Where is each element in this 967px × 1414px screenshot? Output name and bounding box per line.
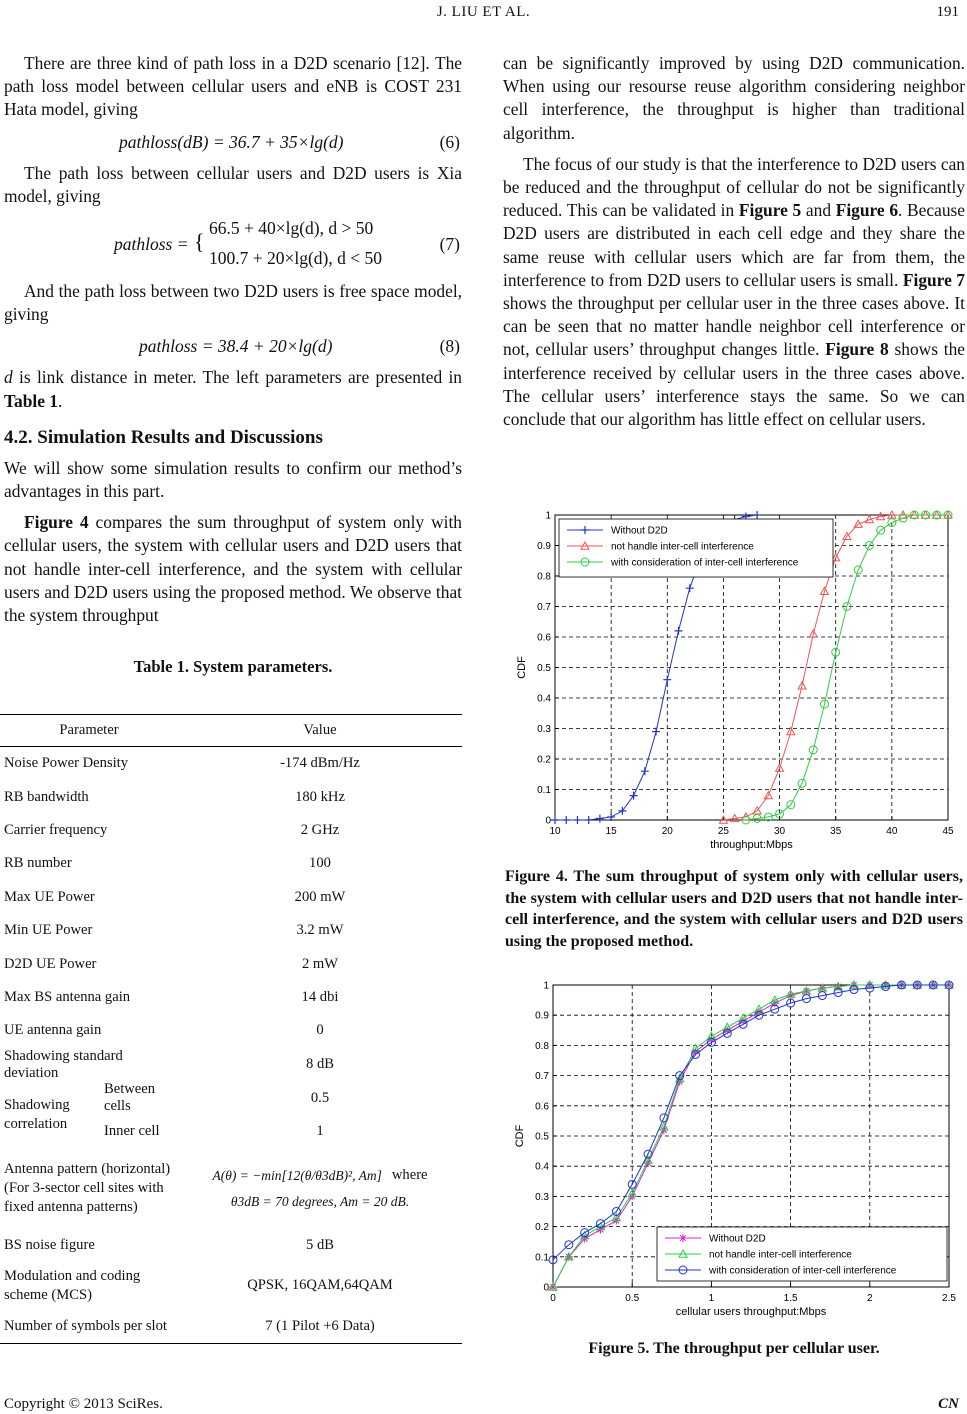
y-tick-label: 0.3	[535, 1191, 549, 1203]
x-tick-label: 15	[605, 826, 617, 837]
shadowing-inner-cell: Inner cell	[104, 1123, 160, 1140]
left-column	[4, 52, 462, 689]
x-tick-label: 10	[549, 826, 561, 837]
x-tick-label: 1	[708, 1293, 715, 1304]
table-row	[0, 1149, 462, 1229]
figure-6-link[interactable]: Figure 6	[835, 200, 899, 221]
table-cell-value: 200 mW	[294, 888, 346, 905]
table-cell-value: 7 (1 Pilot +6 Data)	[178, 1310, 462, 1344]
equation-6-number: (6)	[439, 131, 460, 152]
paragraph-figure-4	[4, 511, 462, 627]
y-tick-label: 0.1	[537, 785, 551, 796]
figure-7-link[interactable]: Figure 7	[902, 269, 965, 290]
paragraph-interference-focus	[503, 153, 965, 431]
y-tick-label: 0	[545, 815, 551, 827]
paragraph-path-loss-intro: There are three kind of path loss in a D2D scenario [12]. The path loss model between cellular users and eNB is COST 231 Hata model, giving	[4, 53, 462, 120]
y-tick-label: 0.9	[537, 541, 551, 552]
table-row	[0, 1229, 462, 1262]
table-row	[0, 780, 462, 813]
table-1-link[interactable]: Table 1	[4, 390, 58, 411]
paragraph-link-distance-text: is link distance in meter. The left parameters are presented in	[12, 367, 462, 388]
x-tick-label: 20	[661, 826, 673, 837]
x-axis-label: cellular users throughput:Mbps	[675, 1306, 827, 1318]
y-tick-label: 0	[543, 1282, 549, 1294]
table-row	[0, 914, 462, 947]
legend	[657, 1227, 947, 1281]
table-cell-value: 100	[309, 855, 331, 872]
y-tick-label: 0.5	[537, 663, 551, 674]
table-cell-value: -174 dBm/Hz	[280, 755, 360, 772]
equation-7-case-1: 66.5 + 40×lg(d), d > 50	[209, 218, 374, 239]
right-column	[503, 52, 965, 439]
y-tick-label: 1	[543, 980, 549, 992]
y-tick-label: 0.2	[535, 1222, 549, 1234]
antenna-formula: A(θ) = −min[12(θ/θ3dB)², Am]	[212, 1167, 382, 1183]
antenna-pattern-label: Antenna pattern (horizontal) (For 3-sector cell sites with fixed antenna patterns)	[4, 1161, 171, 1216]
y-tick-label: 0.3	[537, 724, 551, 735]
paragraph-xia-model: The path loss between cellular users and D2D users is Xia model, giving	[4, 162, 462, 206]
table-cell-parameter: UE antenna gain	[4, 1022, 102, 1039]
variable-d: d	[4, 367, 13, 388]
text-segment: . Because D2D users are distributed in each cell edge and they share the same reuse with cellular users which are far from them, the interference to from D2D users to cellular users is small.	[503, 200, 965, 290]
table-cell-parameter: Noise Power Density	[4, 755, 129, 772]
x-tick-label: 25	[717, 826, 729, 837]
table-row	[0, 947, 462, 980]
table-cell-value: 8 dB	[306, 1056, 334, 1073]
y-axis-label: CDF	[514, 1124, 526, 1148]
x-tick-label: 40	[886, 826, 898, 837]
text-segment: shows the interference received by cellular users in the three cases above. The cellular users’ interference stays the same. So we can conclude that our algorithm has little effect on cellular users.	[503, 339, 965, 430]
copyright: Copyright © 2013 SciRes.	[4, 1396, 163, 1412]
equation-8-number: (8)	[439, 336, 460, 357]
figure-5-chart	[503, 965, 965, 1325]
mcs-value: QPSK, 16QAM,64QAM	[247, 1277, 393, 1294]
table-cell-parameter: Max BS antenna gain	[4, 988, 131, 1005]
table-cell-value: 2 mW	[301, 955, 339, 972]
y-tick-label: 0.7	[535, 1071, 549, 1083]
x-tick-label: 30	[774, 826, 786, 837]
legend-label: not handle inter-cell interference	[709, 1249, 852, 1261]
antenna-where: where	[391, 1167, 428, 1184]
table-cell-value: 14 dbi	[301, 988, 339, 1005]
x-axis-label: throughput:Mbps	[710, 839, 793, 851]
table-caption: Table 1. System parameters.	[133, 657, 333, 677]
legend-label: with consideration of inter-cell interference	[709, 1265, 897, 1277]
legend	[559, 519, 833, 577]
table-cell-parameter: RB bandwidth	[4, 788, 89, 805]
table-cell-value	[178, 1082, 462, 1149]
paragraph-results-intro: We will show some simulation results to confirm our method’s advantages in this part.	[4, 457, 462, 502]
section-title: 4.2. Simulation Results and Discussions	[4, 426, 323, 448]
table-cell-parameter: RB number	[4, 855, 72, 872]
y-tick-label: 1	[545, 510, 551, 522]
table-cell-value: 2 GHz	[300, 821, 340, 838]
table-row	[0, 1014, 462, 1047]
x-tick-label: 0.5	[625, 1293, 640, 1304]
table-body	[0, 747, 462, 1344]
equation-7-brace: {	[194, 229, 205, 255]
figure-4-chart	[503, 500, 965, 860]
paragraph-figure-4-text: compares the sum throughput of system only with cellular users, the system with cellular users and D2D users that not handle inter-cell interference, and the system with cellular users and D2D users using the proposed method. We observe that the system throughput	[4, 512, 462, 626]
table-cell-parameter: Min UE Power	[4, 922, 93, 939]
table-cell-value: 180 kHz	[295, 788, 345, 805]
figure-8-link[interactable]: Figure 8	[825, 339, 889, 360]
equation-7	[4, 216, 462, 280]
table-header-row	[0, 715, 462, 747]
table-cell-parameter	[0, 1082, 178, 1149]
equation-6	[4, 130, 462, 162]
period: .	[57, 390, 63, 411]
mcs-label: Modulation and coding scheme (MCS)	[4, 1267, 141, 1303]
paragraph-free-space: And the path loss between two D2D users is free space model, giving	[4, 281, 462, 325]
text-segment: and	[801, 200, 836, 221]
table-header-value: Value	[178, 715, 462, 747]
x-tick-label: 35	[830, 826, 842, 837]
table-row	[0, 1310, 462, 1344]
table-cell-value: 0	[316, 1022, 324, 1039]
y-tick-label: 0.8	[537, 571, 551, 583]
shadowing-correlation-label: Shadowing correlation	[4, 1097, 70, 1133]
y-tick-label: 0.4	[535, 1161, 549, 1173]
equation-7-case-2: 100.7 + 20×lg(d), d < 50	[209, 248, 383, 269]
equation-7-lhs: pathloss =	[114, 234, 189, 255]
table-cell-parameter: BS noise figure	[4, 1236, 95, 1253]
y-tick-label: 0.7	[537, 602, 551, 613]
x-tick-label: 2	[867, 1293, 873, 1304]
equation-6-body: pathloss(dB) = 36.7 + 35×lg(d)	[119, 131, 344, 152]
x-tick-label: 2.5	[942, 1293, 956, 1304]
x-tick-label: 0	[550, 1293, 556, 1304]
x-tick-label: 1.5	[783, 1293, 798, 1304]
y-tick-label: 0.4	[537, 693, 551, 705]
table-header-parameter: Parameter	[0, 715, 178, 747]
table-cell-parameter: Shadowing standard deviation	[4, 1047, 123, 1081]
table-row	[0, 747, 462, 781]
table-cell-value: 3.2 mW	[296, 922, 344, 939]
figure-4-caption: Figure 4. The sum throughput of system only with cellular users, the system with cellular users and D2D users that not handle inter-cell interference, and the system with cellular users and D2D users using the proposed method.	[505, 868, 963, 950]
table-row	[0, 1262, 462, 1310]
table-cell-parameter: Max UE Power	[4, 888, 95, 905]
table-cell-value: 5 dB	[306, 1236, 334, 1253]
paragraph-link-distance	[4, 366, 462, 412]
table-cell-parameter: Carrier frequency	[4, 821, 108, 838]
y-tick-label: 0.6	[537, 632, 551, 644]
y-tick-label: 0.6	[535, 1101, 549, 1113]
table-row	[0, 814, 462, 847]
figure-4-link[interactable]: Figure 4	[24, 512, 89, 533]
text-segment: shows the throughput per cellular user in the three cases above. It can be seen that no matter handle neighbor cell interference or not, cellular users’ throughput changes little.	[503, 293, 965, 360]
equation-8-body: pathloss = 38.4 + 20×lg(d)	[139, 336, 333, 357]
table-row	[0, 981, 462, 1014]
y-tick-label: 0.9	[535, 1010, 549, 1022]
shadowing-between-value: 0.5	[310, 1089, 330, 1106]
table-row	[0, 847, 462, 880]
antenna-pattern-value	[178, 1149, 462, 1229]
y-axis-label: CDF	[516, 656, 528, 679]
text-segment: The focus of our study is that the interference to D2D users can be reduced and the throughput of cellular do not be significantly reduced. This can be validated in	[503, 153, 965, 221]
legend-label: not handle inter-cell interference	[611, 541, 754, 553]
shadowing-between-cells: Between cells	[104, 1081, 156, 1115]
equation-8	[4, 334, 462, 366]
table-row	[0, 881, 462, 914]
figure-5-caption: Figure 5. The throughput per cellular user.	[588, 1340, 880, 1357]
y-tick-label: 0.2	[537, 754, 551, 766]
equation-7-number: (7)	[439, 234, 460, 255]
x-tick-label: 45	[942, 826, 954, 837]
antenna-params: θ3dB = 70 degrees, Am = 20 dB.	[230, 1194, 410, 1210]
journal-abbrev: CN	[938, 1396, 959, 1412]
page-header	[0, 0, 967, 30]
y-tick-label: 0.5	[535, 1131, 549, 1143]
table-row	[0, 1082, 462, 1149]
parameters-table	[0, 714, 462, 1344]
legend-label: Without D2D	[611, 525, 668, 537]
shadowing-inner-value: 1	[316, 1123, 324, 1140]
table-cell-parameter: D2D UE Power	[4, 955, 97, 972]
running-title: J. LIU ET AL.	[436, 4, 531, 20]
y-tick-label: 0.8	[535, 1040, 549, 1052]
paragraph-continued: can be significantly improved by using D2D communication. When using our resourse reuse algorithm considering neighbor cell interference, the throughput is higher than traditional algorithm.	[503, 53, 965, 143]
y-tick-label: 0.1	[535, 1252, 549, 1264]
legend-label: with consideration of inter-cell interference	[611, 557, 799, 569]
legend-label: Without D2D	[709, 1233, 766, 1245]
figure-5-link[interactable]: Figure 5	[738, 200, 802, 221]
table-cell-parameter: Number of symbols per slot	[0, 1310, 178, 1344]
page-number: 191	[936, 4, 959, 20]
table-row	[0, 1048, 462, 1082]
